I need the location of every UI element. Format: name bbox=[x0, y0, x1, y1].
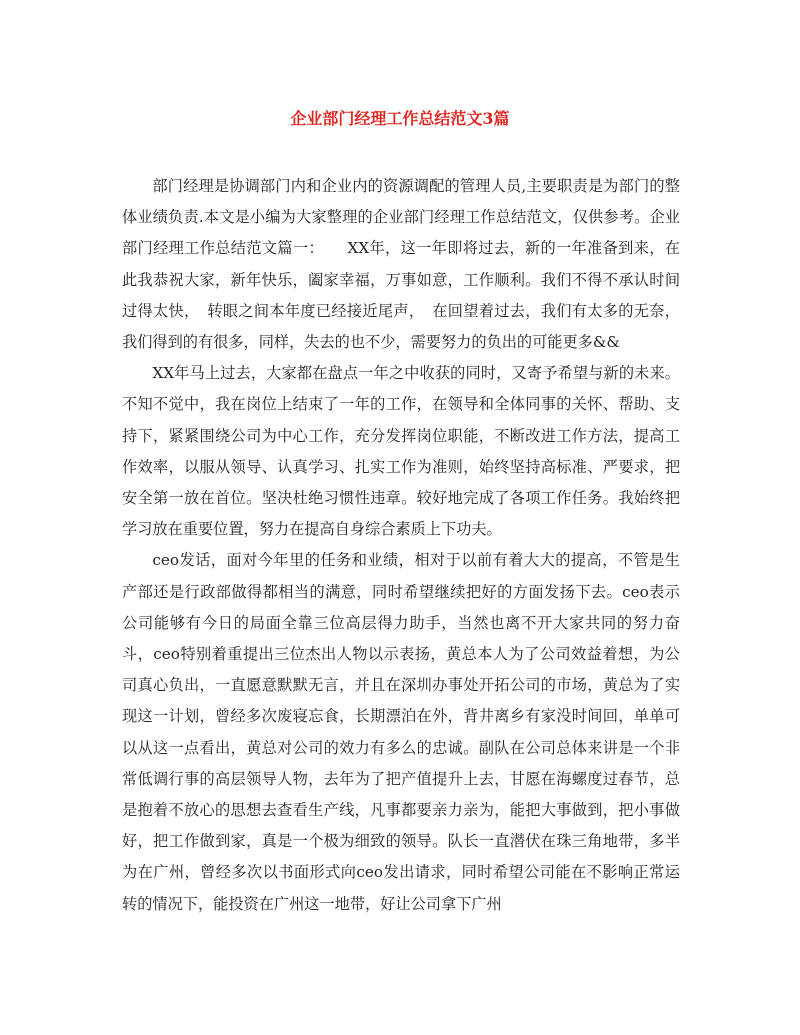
paragraph-intro: 部门经理是协调部门内和企业内的资源调配的管理人员,主要职责是为部门的整体业绩负责.本文是小编为大家整理的企业部门经理工作总结范文，仅供参考。企业部门经理工作总结范文篇一： XX年，这一年即将过去，新的一年准备到来，在此我恭祝大家，新年快乐，阖家幸福，万事如意，工作顺利。我们不得不承认时间过得太快， 转眼之间本年度已经接近尾声， 在回望着过去，我们有太多的无奈，我们得到的有很多，同样，失去的也不少，需要努力的负出的可能更多&& bbox=[122, 177, 680, 352]
document-title: 企业部门经理工作总结范文3篇 bbox=[290, 109, 510, 128]
paragraph-year-review: XX年马上过去，大家都在盘点一年之中收获的同时，又寄予希望与新的未来。不知不觉中，我在岗位上结束了一年的工作，在领导和全体同事的关怀、帮助、支持下，紧紧围绕公司为中心工作，充分发挥岗位职能，不断改进工作方法，提高工作效率，以服从领导、认真学习、扎实工作为准则，始终坚持高标准、严要求，把安全第一放在首位。坚决杜绝习惯性违章。较好地完成了各项工作任务。我始终把学习放在重要位置，努力在提高自身综合素质上下功夫。 bbox=[122, 364, 680, 539]
paragraph-ceo-speech: ceo发话，面对今年里的任务和业绩，相对于以前有着大大的提高，不管是生产部还是行政部做得都相当的满意，同时希望继续把好的方面发扬下去。ceo表示公司能够有今日的局面全靠三位高层得力助手，当然也离不开大家共同的努力奋斗，ceo特别着重提出三位杰出人物以示表扬，黄总本人为了公司效益着想，为公司真心负出，一直愿意默默无言，并且在深圳办事处开拓公司的市场，黄总为了实现这一计划，曾经多次废寝忘食，长期漂泊在外，背井离乡有家没时间回，单单可以从这一点看出，黄总对公司的效力有多么的忠诚。副队在公司总体来讲是一个非常低调行事的高层领导人物，去年为了把产值提升上去，甘愿在海螺度过春节，总是抱着不放心的思想去查看生产线，凡事都要亲力亲为，能把大事做到，把小事做好，把工作做到家，真是一个极为细致的领导。队长一直潜伏在珠三角地带，多半为在广州，曾经多次以书面形式向ceo发出请求，同时希望公司能在不影响正常运转的情况下，能投资在广州这一地带，好让公司拿下广州 bbox=[122, 551, 680, 913]
document-body bbox=[122, 171, 680, 920]
